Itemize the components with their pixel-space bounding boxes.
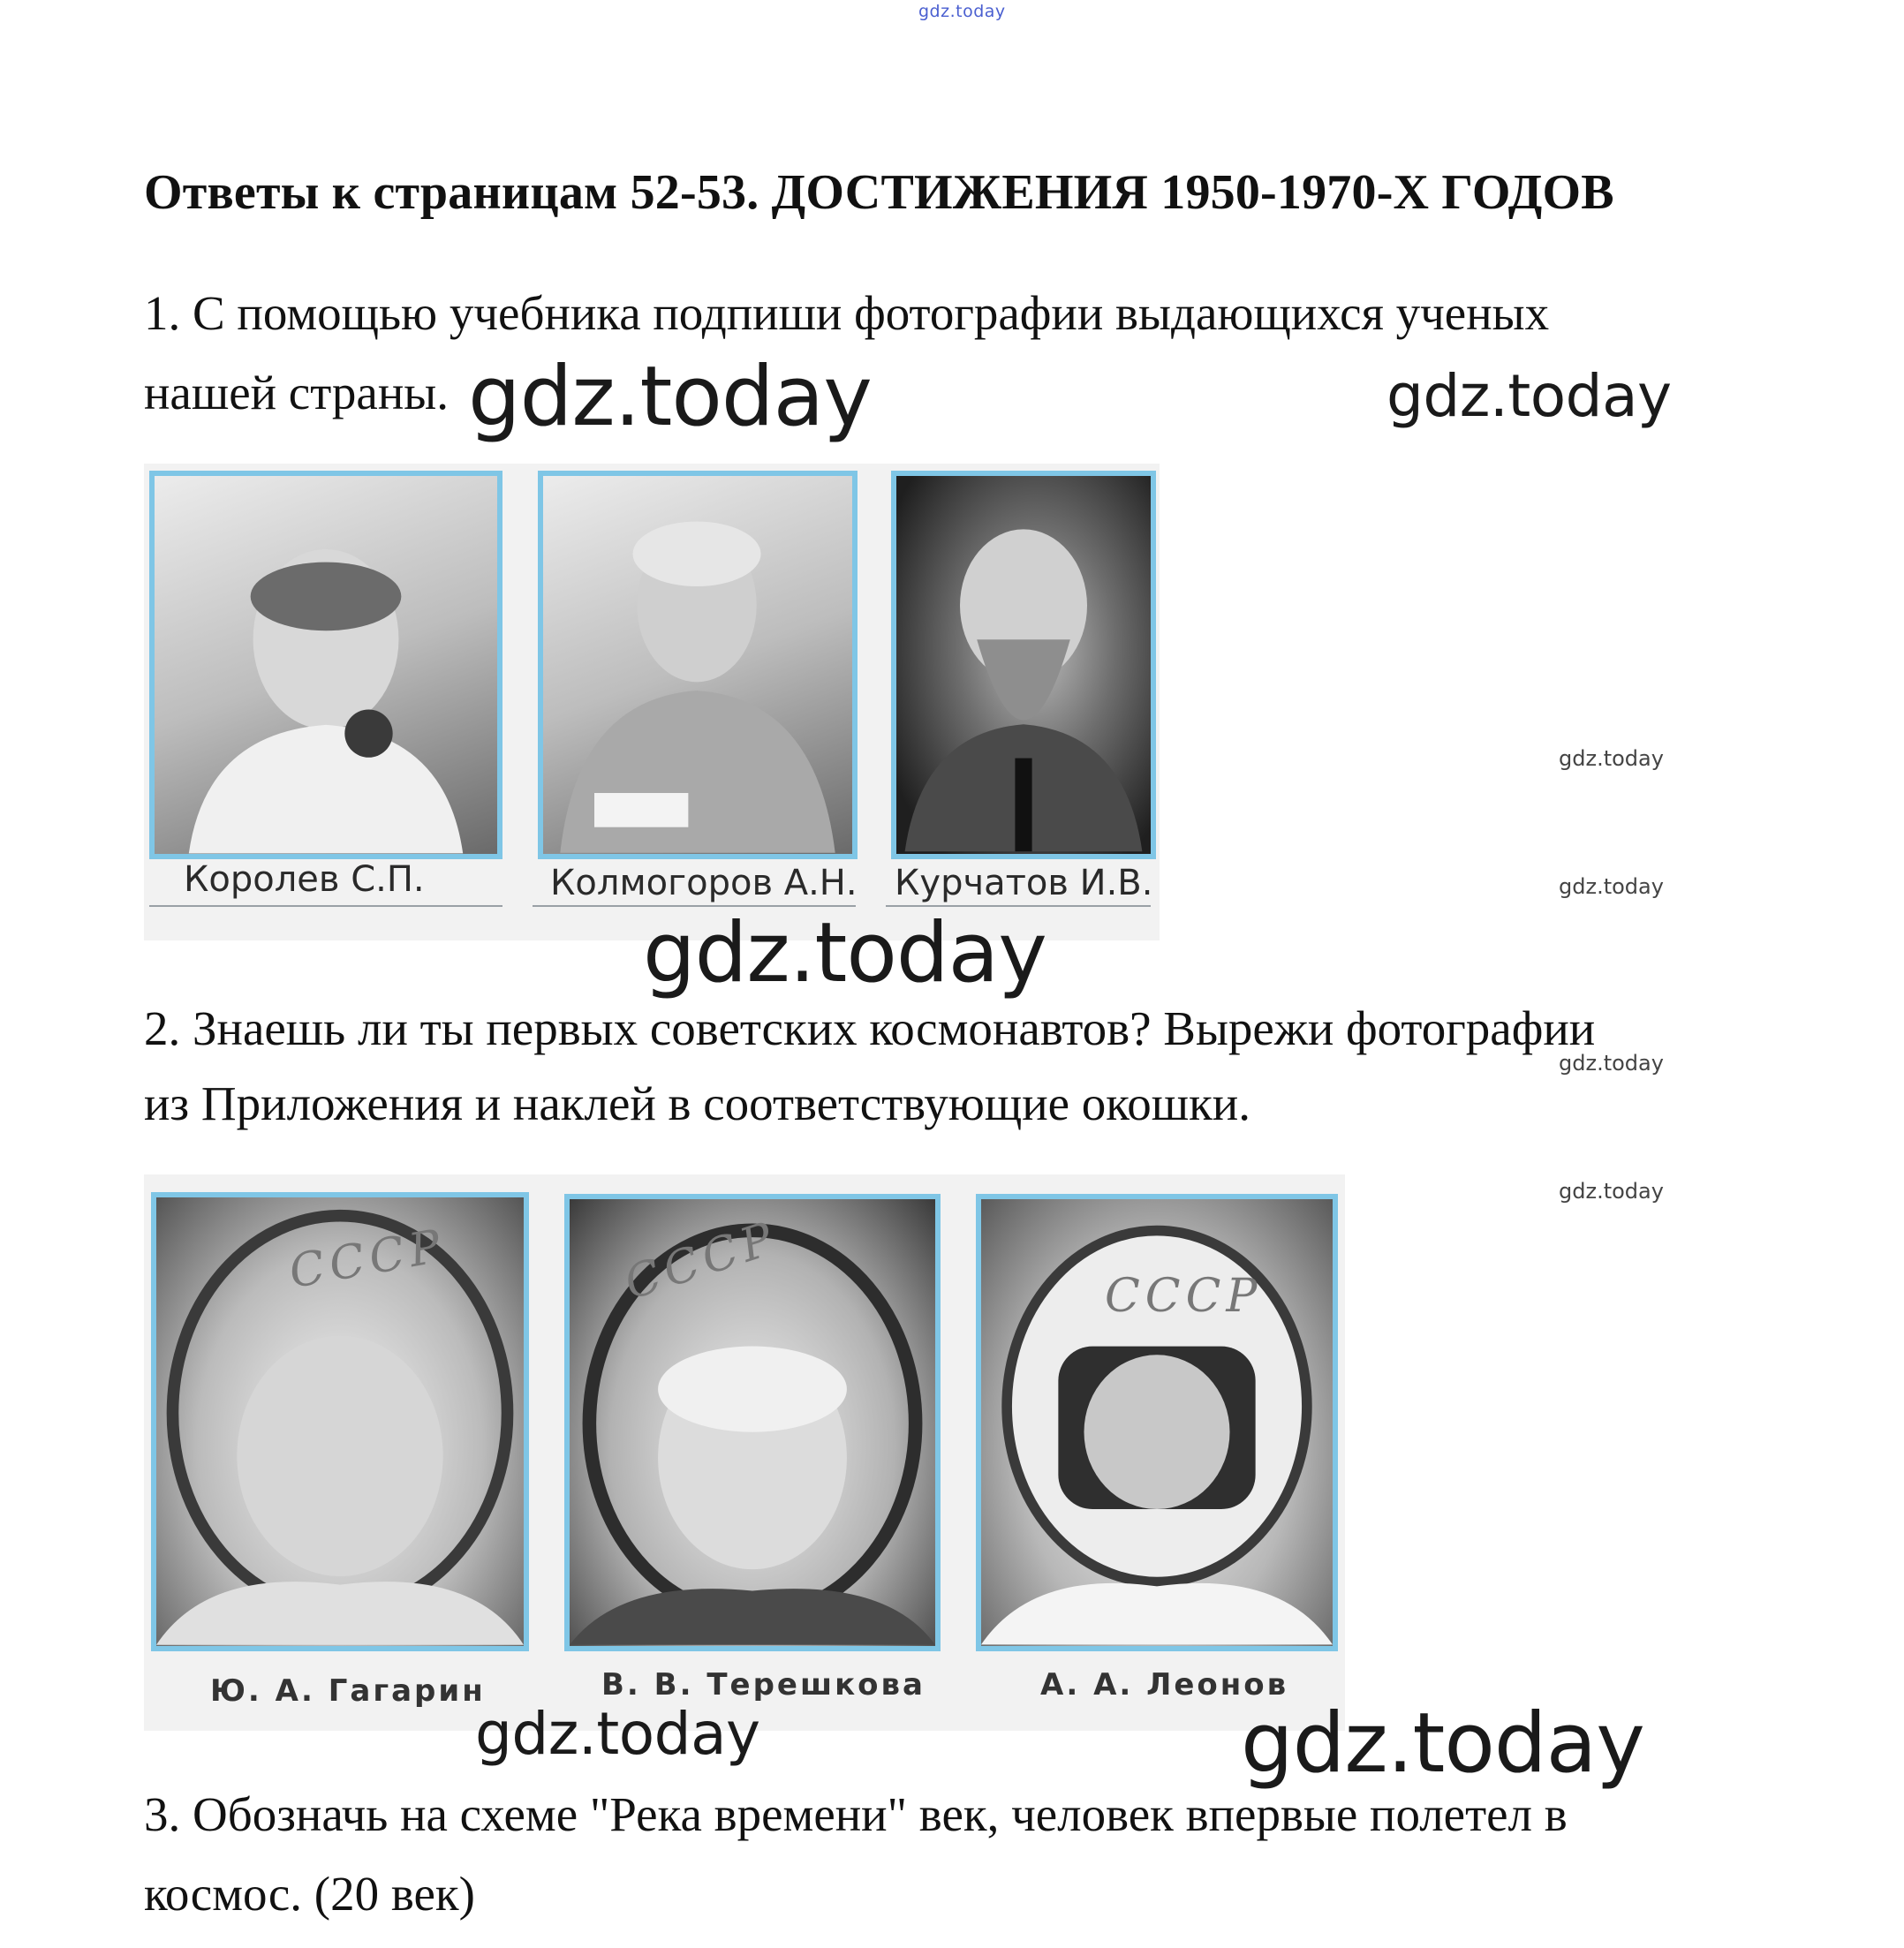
watermark: gdz.today — [468, 349, 872, 445]
portrait-image — [155, 476, 497, 854]
portrait-image — [981, 1199, 1333, 1646]
watermark: gdz.today — [1559, 1179, 1664, 1204]
task3-line2: космос. (20 век) — [144, 1867, 475, 1921]
watermark: gdz.today — [1559, 746, 1664, 771]
task3-line1: 3. Обозначь на схеме "Река времени" век, человек впервые полетел в — [144, 1787, 1568, 1841]
caption-leonov: А. А. Леонов — [1040, 1667, 1289, 1703]
portrait-image — [896, 476, 1151, 854]
cosmonauts-photo-strip — [144, 1174, 1345, 1731]
photo-gagarin — [151, 1192, 529, 1651]
photo-tereshkova — [564, 1194, 941, 1651]
photo-kurchatov — [891, 471, 1156, 859]
caption-korolev: Королев С.П. — [184, 859, 425, 900]
task1-line1: 1. С помощью учебника подпиши фотографии выдающихся ученых — [144, 286, 1550, 340]
caption-kurchatov: Курчатов И.В. — [895, 863, 1153, 903]
task2-line1: 2. Знаешь ли ты первых советских космонавтов? Вырежи фотографии — [144, 1001, 1596, 1055]
caption-tereshkova: В. В. Терешкова — [601, 1667, 926, 1703]
watermark: gdz.today — [1241, 1695, 1644, 1792]
portrait-image — [543, 476, 852, 854]
watermark: gdz.today — [1386, 362, 1672, 430]
photo-kolmogorov — [538, 471, 858, 859]
scientists-photo-strip — [144, 464, 1160, 940]
page-title: Ответы к страницам 52-53. ДОСТИЖЕНИЯ 1950-1970-Х ГОДОВ — [144, 165, 1614, 220]
task1-line2: нашей страны. — [144, 366, 449, 419]
photo-leonov — [976, 1194, 1338, 1651]
photo-korolev — [149, 471, 502, 859]
watermark: gdz.today — [475, 1700, 760, 1768]
task2-line2: из Приложения и наклей в соответствующие окошки. — [144, 1076, 1250, 1130]
caption-kolmogorov: Колмогоров А.Н. — [550, 863, 858, 903]
caption-gagarin: Ю. А. Гагарин — [210, 1673, 486, 1709]
header-watermark: gdz.today — [918, 2, 1006, 21]
helmet-label: CCCP — [618, 1211, 785, 1311]
caption-underline — [149, 905, 502, 907]
helmet-label: CCCP — [1105, 1270, 1263, 1323]
watermark: gdz.today — [643, 905, 1046, 1001]
watermark: gdz.today — [1559, 874, 1664, 899]
helmet-label: CCCP — [285, 1219, 450, 1300]
watermark: gdz.today — [1559, 1051, 1664, 1076]
